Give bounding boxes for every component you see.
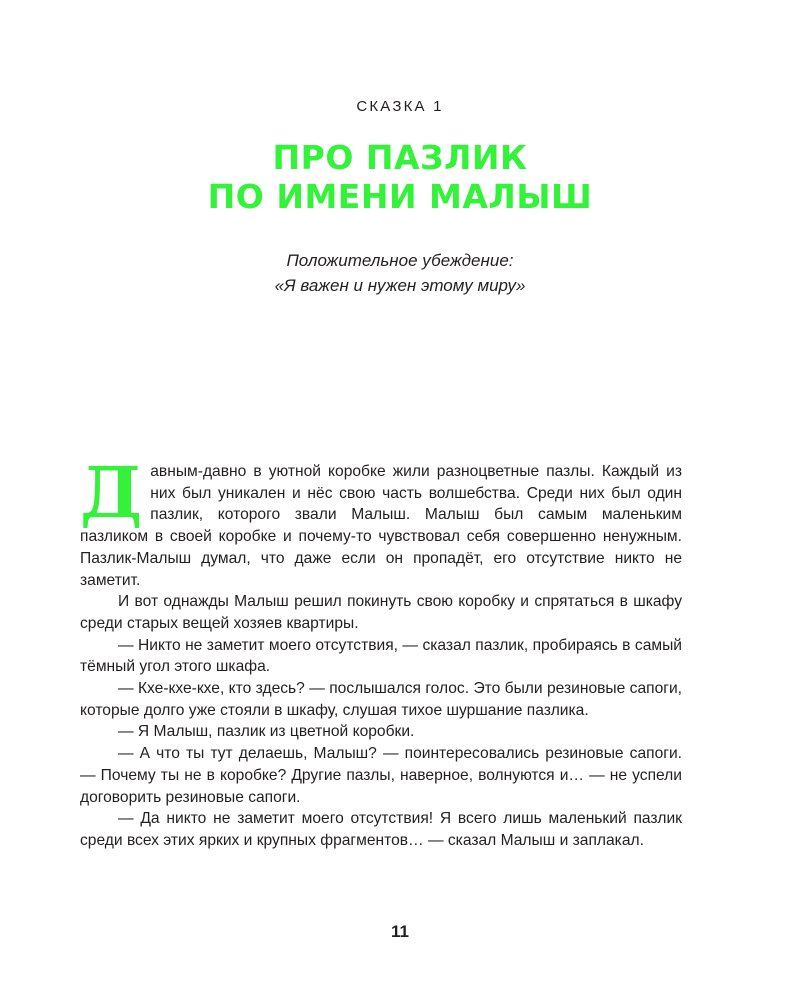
subtitle-line-1: Положительное убеждение:: [286, 251, 514, 270]
drop-cap-letter: Д: [80, 451, 143, 534]
paragraph-7: — Да никто не заметит моего отсутствия! Я всего лишь маленький пазлик среди всех этих ярких и крупных фрагментов… — сказал Малыш и заплакал.: [80, 810, 682, 849]
paragraph-1: [80, 451, 682, 591]
chapter-title-line-2: ПО ИМЕНИ МАЛЫШ: [207, 177, 593, 216]
subtitle-line-2: «Я важен и нужен этому миру»: [274, 276, 526, 295]
paragraph-3: — Никто не заметит моего отсутствия, — сказал пазлик, пробираясь в самый тёмный угол этого шкафа.: [80, 636, 682, 676]
chapter-label: СКАЗКА 1: [356, 98, 444, 115]
paragraph-1-text: авным-давно в уютной коробке жили разноцветные пазлы. Каждый из них был уникален и нёс свою часть волшебства. Среди них был один пазлик, которого звали Малыш. Малыш был самым маленьким пазликом в своей коробке и почему-то чувствовал себя совершенно ненужным. Пазлик-Малыш думал, что даже если он пропадёт, его отсутствие никто не заметит.: [80, 463, 682, 589]
story-text: [80, 451, 682, 852]
paragraph-2: И вот однажды Малыш решил покинуть свою коробку и спрятаться в шкафу среди старых вещей хозяев квартиры.: [80, 593, 682, 632]
paragraph-6: — А что ты тут делаешь, Малыш? — поинтересовались резиновые сапоги. — Почему ты не в коробке? Другие пазлы, наверное, волнуются и… — не успели договорить резиновые сапоги.: [80, 745, 682, 806]
page-number: 11: [391, 922, 409, 941]
paragraph-4: — Кхе-кхе-кхе, кто здесь? — послышался голос. Это были резиновые сапоги, которые долго уже стояли в шкафу, слушая тихое шуршание пазлика.: [80, 680, 682, 719]
chapter-subtitle: [0, 248, 800, 298]
chapter-title-line-1: ПРО ПАЗЛИК: [272, 138, 528, 177]
chapter-title: [0, 138, 800, 216]
paragraph-5: — Я Малыш, пазлик из цветной коробки.: [118, 723, 415, 741]
